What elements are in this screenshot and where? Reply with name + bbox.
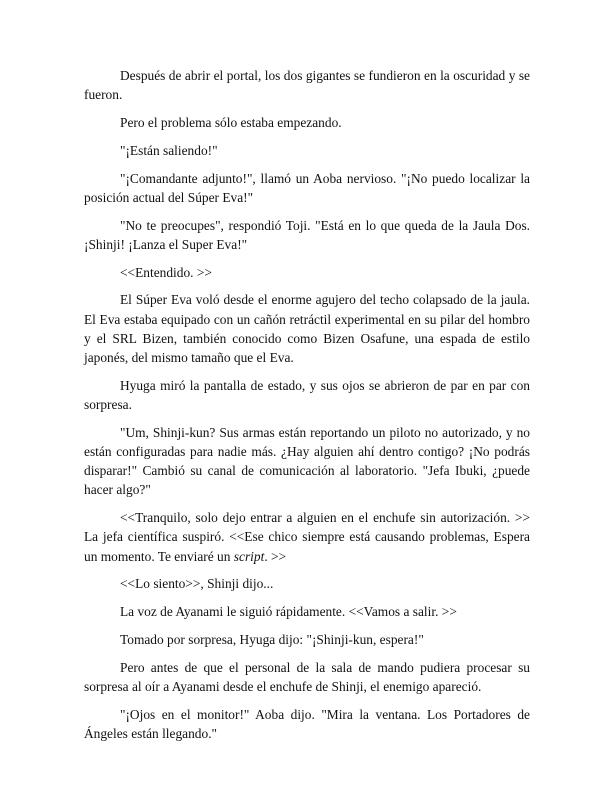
- paragraph: <<Lo siento>>, Shinji dijo...: [120, 576, 274, 592]
- paragraph: El Súper Eva voló desde el enorme agujero del techo colapsado de la jaula. El Eva estaba equipado con un cañón retráctil experimental en su pilar del hombro y el SRL Bizen, también conocido como Bizen Osafune, una espada de estilo japonés, del mismo tamaño que el Eva.: [84, 292, 530, 365]
- paragraph: "¡Ojos en el monitor!" Aoba dijo. "Mira la ventana. Los Portadores de Ángeles están llegando.": [84, 706, 530, 741]
- paragraph: "¡Están saliendo!": [120, 142, 218, 158]
- paragraph: La voz de Ayanami le siguió rápidamente. <<Vamos a salir. >>: [120, 604, 457, 620]
- paragraph: "Um, Shinji-kun? Sus armas están reportando un piloto no autorizado, y no están configuradas para nadie más. ¿Hay alguien ahí dentro contigo? ¡No podrás disparar!" Cambió su canal de comunicación al laboratorio. "Jefa Ibuki, ¿puede hacer algo?": [84, 424, 530, 498]
- paragraph-text: . >>: [264, 548, 287, 564]
- paragraph: "¡Comandante adjunto!", llamó un Aoba nervioso. "¡No puedo localizar la posición actual del Súper Eva!": [84, 170, 530, 205]
- italic-word: script: [233, 548, 265, 564]
- paragraph-text: <<Tranquilo, solo dejo entrar a alguien en el enchufe sin autorización. >> La jefa científica suspiró. <<Ese chico siempre está causando problemas, Espera un momento. Te enviaré un: [84, 510, 530, 564]
- paragraph: <<Entendido. >>: [120, 264, 212, 280]
- paragraph: Hyuga miró la pantalla de estado, y sus ojos se abrieron de par en par con sorpresa.: [84, 377, 530, 412]
- paragraph: Pero el problema sólo estaba empezando.: [120, 115, 342, 130]
- paragraph: [84, 508, 530, 566]
- paragraph: "No te preocupes", respondió Toji. "Está en lo que queda de la Jaula Dos. ¡Shinji! ¡Lanza el Super Eva!": [84, 217, 530, 252]
- paragraph: Después de abrir el portal, los dos gigantes se fundieron en la oscuridad y se fueron.: [84, 68, 530, 103]
- paragraph: Tomado por sorpresa, Hyuga dijo: "¡Shinji-kun, espera!": [120, 632, 424, 647]
- document-page: [84, 66, 530, 743]
- paragraph: Pero antes de que el personal de la sala de mando pudiera procesar su sorpresa al oír a Ayanami desde el enchufe de Shinji, el enemigo apareció.: [84, 659, 530, 694]
